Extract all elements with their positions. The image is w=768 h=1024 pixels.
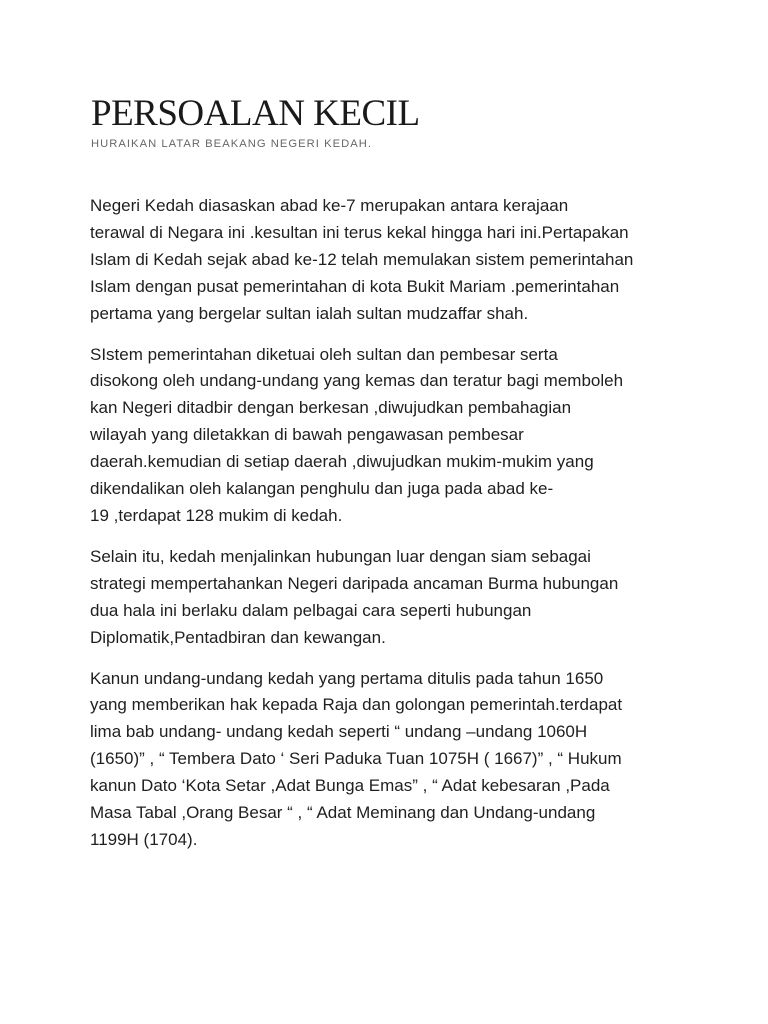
paragraph-4: Kanun undang-undang kedah yang pertama ditulis pada tahun 1650 yang memberikan hak kepada Raja dan golongan pemerintah.terdapat lima bab undang- undang kedah seperti “ undang –undang 1060H (1650)” , “ Tembera Dato ‘ Seri Paduka Tuan 1075H ( 1667)” , “ Hukum kanun Dato ‘Kota Setar ,Adat Bunga Emas” , “ Adat kebesaran ,Pada Masa Tabal ,Orang Besar “ , “ Adat Meminang dan Undang-undang 1199H (1704). [90,668,623,849]
paragraph-2: SIstem pemerintahan diketuai oleh sultan dan pembesar serta disokong oleh undang-undang yang kemas dan teratur bagi memboleh kan Negeri ditadbir dengan berkesan ,diwujudkan pembahagian wilayah yang diletakkan di bawah pengawasan pembesar daerah.kemudian di setiap daerah ,diwujudkan mukim-mukim yang dikendalikan oleh kalangan penghulu dan juga pada abad ke- 19 ,terdapat 128 mukim di kedah. [90,344,624,525]
document-subtitle: HURAIKAN LATAR BEAKANG NEGERI KEDAH. [91,138,373,150]
document-body [90,193,690,868]
document-title: PERSOALAN KECIL [91,93,420,134]
paragraph-1: Negeri Kedah diasaskan abad ke-7 merupakan antara kerajaan terawal di Negara ini .kesultan ini terus kekal hingga hari ini.Pertapakan Islam di Kedah sejak abad ke-12 telah memulakan sistem pemerintahan Islam dengan pusat pemerintahan di kota Bukit Mariam .pemerintahan pertama yang bergelar sultan ialah sultan mudzaffar shah. [90,196,634,323]
document-page [90,0,690,1024]
paragraph-3: Selain itu, kedah menjalinkan hubungan luar dengan siam sebagai strategi mempertahankan Negeri daripada ancaman Burma hubungan dua hala ini berlaku dalam pelbagai cara seperti hubungan Diplomatik,Pentadbiran dan kewangan. [90,546,619,647]
